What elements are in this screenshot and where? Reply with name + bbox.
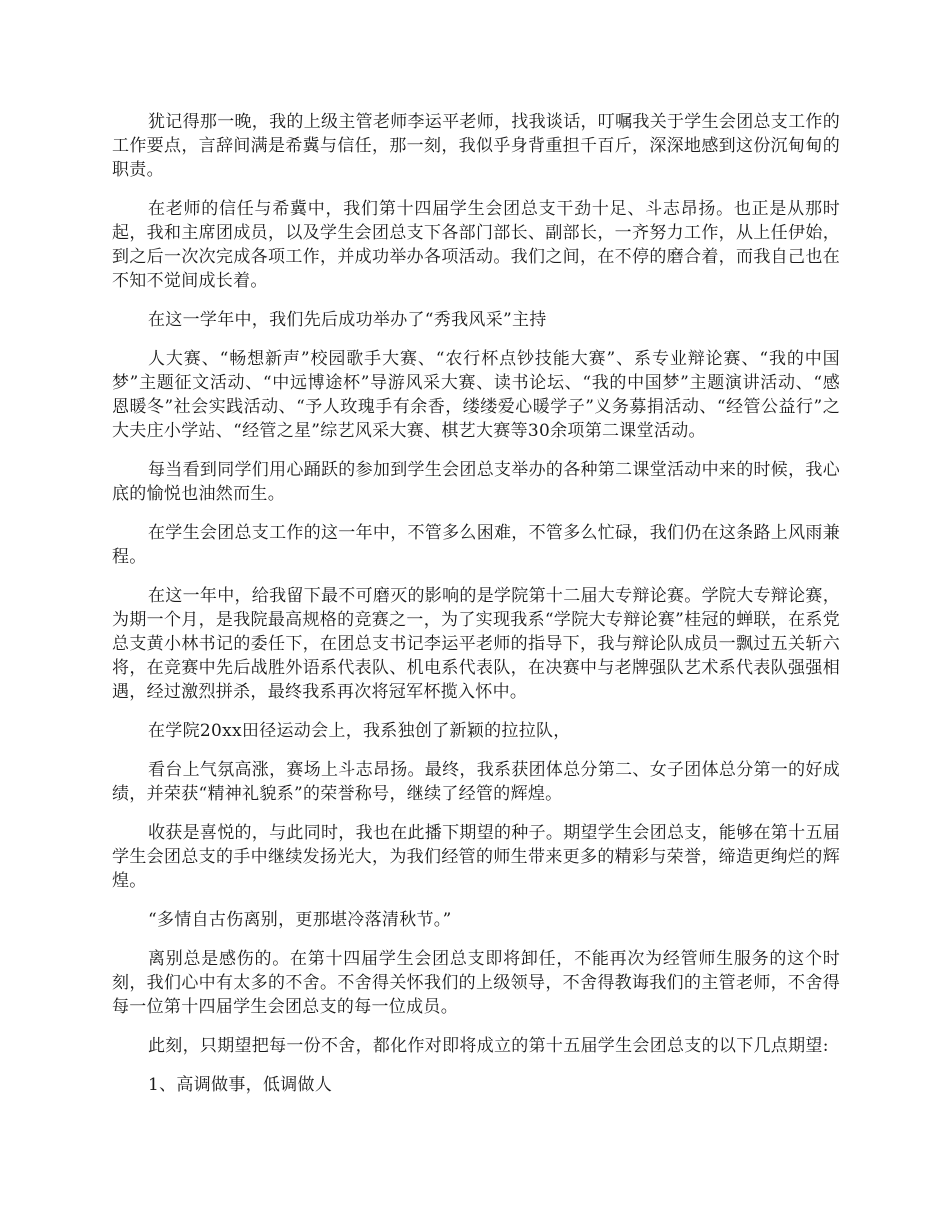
paragraph: 在学生会团总支工作的这一年中，不管多么困难，不管多么忙碌，我们仍在这条路上风雨兼程。 — [112, 523, 840, 567]
paragraph: 在老师的信任与希冀中，我们第十四届学生会团总支干劲十足、斗志昂扬。也正是从那时起，我和主席团成员，以及学生会团总支下各部门部长、副部长，一齐努力工作，从上任伊始，到之后一次次完成各项工作，并成功举办各项活动。我们之间，在不停的磨合着，而我自己也在不知不觉间成长着。 — [112, 199, 840, 291]
paragraph: 在学院20xx田径运动会上，我系独创了新颖的拉拉队， — [148, 721, 571, 741]
paragraph: 离别总是感伤的。在第十四届学生会团总支即将卸任，不能再次为经管师生服务的这个时刻，我们心中有太多的不舍。不舍得关怀我们的上级领导，不舍得教诲我们的主管老师，不舍得每一位第十四届学生会团总支的每一位成员。 — [112, 949, 840, 1017]
paragraph: 在这一年中，给我留下最不可磨灭的影响的是学院第十二届大专辩论赛。学院大专辩论赛，为期一个月，是我院最高规格的竞赛之一，为了实现我系“学院大专辩论赛”桂冠的蝉联，在系党总支黄小林书记的委任下，在团总支书记李运平老师的指导下，我与辩论队成员一飘过五关斩六将，在竞赛中先后战胜外语系代表队、机电系代表队，在决赛中与老牌强队艺术系代表队强强相遇，经过激烈拼杀，最终我系再次将冠军杯揽入怀中。 — [112, 586, 840, 702]
document-body — [112, 110, 840, 1112]
list-item-heading: 1、高调做事，低调做人 — [148, 1075, 333, 1095]
paragraph: 收获是喜悦的，与此同时，我也在此播下期望的种子。期望学生会团总支，能够在第十五届学生会团总支的手中继续发扬光大，为我们经管的师生带来更多的精彩与荣誉，缔造更绚烂的辉煌。 — [112, 823, 840, 891]
paragraph: 此刻，只期望把每一份不舍，都化作对即将成立的第十五届学生会团总支的以下几点期望: — [148, 1036, 829, 1056]
paragraph: “多情自古伤离别，更那堪冷落清秋节。” — [148, 910, 452, 930]
paragraph: 在这一学年中，我们先后成功举办了“秀我风采”主持 — [148, 310, 547, 330]
paragraph: 看台上气氛高涨，赛场上斗志昂扬。最终，我系获团体总分第二、女子团体总分第一的好成绩，并荣获“精神礼貌系”的荣誉称号，继续了经管的辉煌。 — [112, 760, 840, 804]
paragraph: 每当看到同学们用心踊跃的参加到学生会团总支举办的各种第二课堂活动中来的时候，我心底的愉悦也油然而生。 — [112, 460, 840, 504]
paragraph: 人大赛、“畅想新声”校园歌手大赛、“农行杯点钞技能大赛”、系专业辩论赛、“我的中国梦”主题征文活动、“中远博途杯”导游风采大赛、读书论坛、“我的中国梦”主题演讲活动、“感恩暖冬”社会实践活动、“予人玫瑰手有余香，缕缕爱心暖学子”义务募捐活动、“经管公益行”之大夫庄小学站、“经管之星”综艺风采大赛、棋艺大赛等30余项第二课堂活动。 — [112, 349, 840, 441]
paragraph: 犹记得那一晚，我的上级主管老师李运平老师，找我谈话，叮嘱我关于学生会团总支工作的工作要点，言辞间满是希冀与信任，那一刻，我似乎身背重担千百斤，深深地感到这份沉甸甸的职责。 — [112, 112, 840, 180]
